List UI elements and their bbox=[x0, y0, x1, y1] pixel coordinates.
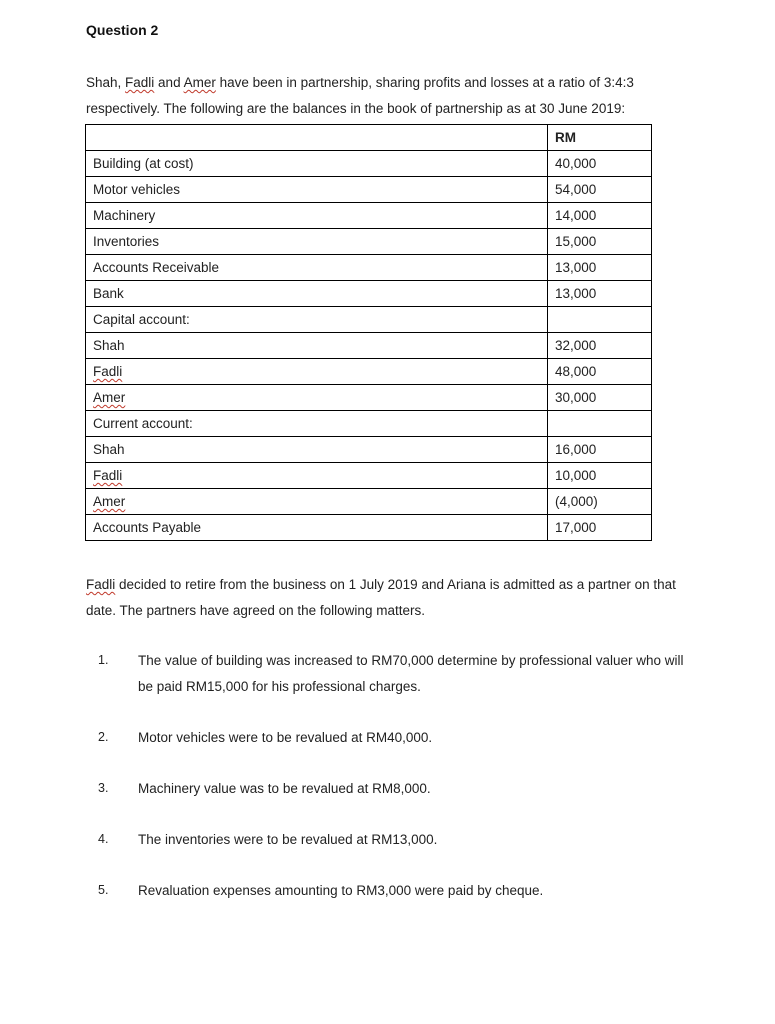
row-value: 17,000 bbox=[548, 515, 652, 541]
table-row bbox=[86, 515, 652, 541]
row-value: (4,000) bbox=[548, 489, 652, 515]
row-label bbox=[86, 489, 548, 515]
intro-text-and: and bbox=[154, 75, 184, 90]
section-label-capital: Capital account: bbox=[86, 307, 548, 333]
table-row bbox=[86, 177, 652, 203]
row-value bbox=[548, 411, 652, 437]
retire-text: decided to retire from the business on 1 July 2019 and Ariana is admitted as a partner on that date. The partners have agreed on the following matters. bbox=[86, 577, 676, 618]
table-row bbox=[86, 359, 652, 385]
list-item bbox=[98, 827, 688, 853]
row-label: Motor vehicles bbox=[86, 177, 548, 203]
row-label: Bank bbox=[86, 281, 548, 307]
list-item-text: The value of building was increased to RM70,000 determine by professional valuer who will be paid RM15,000 for his professional charges. bbox=[138, 653, 684, 694]
list-item-number: 3. bbox=[98, 781, 109, 795]
table-header-row bbox=[86, 125, 652, 151]
table-row bbox=[86, 203, 652, 229]
list-item bbox=[98, 648, 698, 699]
intro-name-fadli: Fadli bbox=[125, 75, 155, 90]
row-label bbox=[86, 463, 548, 489]
row-value: 13,000 bbox=[548, 255, 652, 281]
row-value: 15,000 bbox=[548, 229, 652, 255]
row-value: 16,000 bbox=[548, 437, 652, 463]
list-item-text: The inventories were to be revalued at RM13,000. bbox=[138, 832, 438, 847]
table-row bbox=[86, 255, 652, 281]
row-value: 14,000 bbox=[548, 203, 652, 229]
list-item-number: 2. bbox=[98, 730, 109, 744]
table-row bbox=[86, 229, 652, 255]
list-item-number: 1. bbox=[98, 653, 109, 667]
row-value: 54,000 bbox=[548, 177, 652, 203]
row-label: Accounts Receivable bbox=[86, 255, 548, 281]
section-label-current: Current account: bbox=[86, 411, 548, 437]
row-value: 40,000 bbox=[548, 151, 652, 177]
table-header-blank bbox=[86, 125, 548, 151]
table-row bbox=[86, 463, 652, 489]
row-value: 48,000 bbox=[548, 359, 652, 385]
row-label: Accounts Payable bbox=[86, 515, 548, 541]
row-label: Building (at cost) bbox=[86, 151, 548, 177]
list-item bbox=[98, 725, 688, 751]
list-item bbox=[98, 776, 688, 802]
intro-name-amer: Amer bbox=[183, 75, 216, 90]
table-row bbox=[86, 151, 652, 177]
name-amer: Amer bbox=[93, 390, 126, 405]
row-label: Shah bbox=[86, 333, 548, 359]
name-fadli: Fadli bbox=[93, 364, 123, 379]
row-label: Machinery bbox=[86, 203, 548, 229]
name-amer: Amer bbox=[93, 494, 126, 509]
table-row bbox=[86, 489, 652, 515]
row-value: 30,000 bbox=[548, 385, 652, 411]
list-item-text: Machinery value was to be revalued at RM8,000. bbox=[138, 781, 431, 796]
row-value: 32,000 bbox=[548, 333, 652, 359]
table-row bbox=[86, 281, 652, 307]
row-label bbox=[86, 359, 548, 385]
list-item bbox=[98, 878, 688, 904]
table-row bbox=[86, 333, 652, 359]
row-value bbox=[548, 307, 652, 333]
table-row bbox=[86, 437, 652, 463]
table-section-row bbox=[86, 411, 652, 437]
table-header-rm: RM bbox=[548, 125, 652, 151]
retire-name-fadli: Fadli bbox=[86, 577, 116, 592]
intro-name-shah: Shah, bbox=[86, 75, 126, 90]
row-label: Inventories bbox=[86, 229, 548, 255]
matters-list bbox=[98, 648, 698, 898]
name-fadli: Fadli bbox=[93, 468, 123, 483]
row-label bbox=[86, 385, 548, 411]
question-heading: Question 2 bbox=[86, 22, 159, 38]
row-label: Shah bbox=[86, 437, 548, 463]
table-row bbox=[86, 385, 652, 411]
list-item-text: Motor vehicles were to be revalued at RM40,000. bbox=[138, 730, 433, 745]
intro-text-rest: have been in partnership, sharing profits and losses at a ratio of 3:4:3 respectively. The following are the balances in the book of partnership as at 30 June 2019: bbox=[86, 75, 634, 116]
balance-table bbox=[85, 124, 652, 541]
row-value: 13,000 bbox=[548, 281, 652, 307]
row-value: 10,000 bbox=[548, 463, 652, 489]
retire-paragraph bbox=[86, 572, 696, 623]
table-section-row bbox=[86, 307, 652, 333]
intro-paragraph bbox=[86, 70, 696, 121]
list-item-number: 5. bbox=[98, 883, 109, 897]
list-item-text: Revaluation expenses amounting to RM3,000 were paid by cheque. bbox=[138, 883, 544, 898]
list-item-number: 4. bbox=[98, 832, 109, 846]
